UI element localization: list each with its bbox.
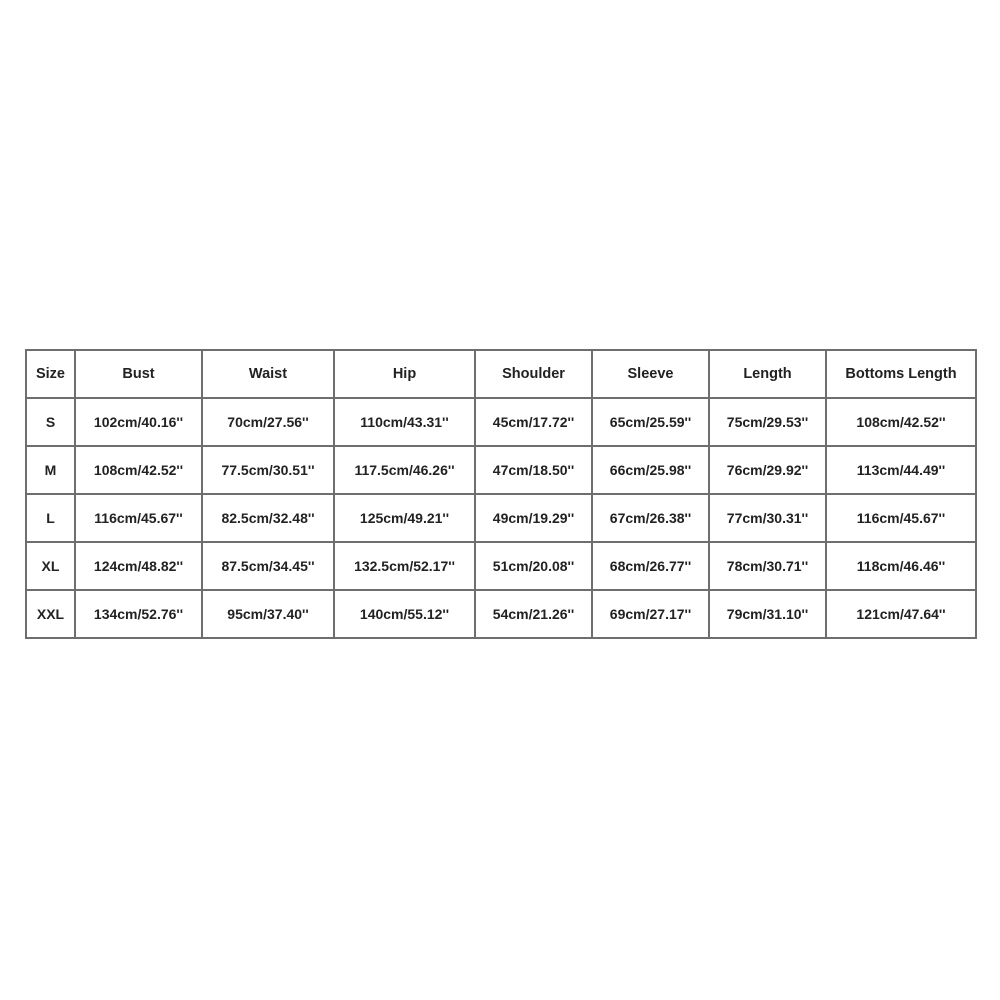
header-row — [26, 350, 976, 398]
hip-cell: 125cm/49.21'' — [334, 494, 475, 542]
header-hip: Hip — [334, 350, 475, 398]
header-waist: Waist — [202, 350, 334, 398]
hip-cell: 110cm/43.31'' — [334, 398, 475, 446]
table-row — [26, 590, 976, 638]
length-cell: 78cm/30.71'' — [709, 542, 826, 590]
sleeve-cell: 67cm/26.38'' — [592, 494, 709, 542]
hip-cell: 132.5cm/52.17'' — [334, 542, 475, 590]
length-cell: 76cm/29.92'' — [709, 446, 826, 494]
shoulder-cell: 47cm/18.50'' — [475, 446, 592, 494]
waist-cell: 87.5cm/34.45'' — [202, 542, 334, 590]
header-bust: Bust — [75, 350, 202, 398]
size-cell: XL — [26, 542, 75, 590]
header-shoulder: Shoulder — [475, 350, 592, 398]
waist-cell: 95cm/37.40'' — [202, 590, 334, 638]
size-chart-table — [25, 349, 977, 639]
size-cell: L — [26, 494, 75, 542]
hip-cell: 117.5cm/46.26'' — [334, 446, 475, 494]
bust-cell: 124cm/48.82'' — [75, 542, 202, 590]
shoulder-cell: 45cm/17.72'' — [475, 398, 592, 446]
length-cell: 77cm/30.31'' — [709, 494, 826, 542]
waist-cell: 77.5cm/30.51'' — [202, 446, 334, 494]
bottoms-length-cell: 116cm/45.67'' — [826, 494, 976, 542]
bottoms-length-cell: 118cm/46.46'' — [826, 542, 976, 590]
bust-cell: 102cm/40.16'' — [75, 398, 202, 446]
length-cell: 75cm/29.53'' — [709, 398, 826, 446]
header-length: Length — [709, 350, 826, 398]
size-cell: XXL — [26, 590, 75, 638]
waist-cell: 82.5cm/32.48'' — [202, 494, 334, 542]
shoulder-cell: 49cm/19.29'' — [475, 494, 592, 542]
waist-cell: 70cm/27.56'' — [202, 398, 334, 446]
header-bottoms-length: Bottoms Length — [826, 350, 976, 398]
sleeve-cell: 68cm/26.77'' — [592, 542, 709, 590]
shoulder-cell: 54cm/21.26'' — [475, 590, 592, 638]
sleeve-cell: 66cm/25.98'' — [592, 446, 709, 494]
bust-cell: 116cm/45.67'' — [75, 494, 202, 542]
table-row — [26, 494, 976, 542]
sleeve-cell: 69cm/27.17'' — [592, 590, 709, 638]
shoulder-cell: 51cm/20.08'' — [475, 542, 592, 590]
size-cell: M — [26, 446, 75, 494]
length-cell: 79cm/31.10'' — [709, 590, 826, 638]
header-size: Size — [26, 350, 75, 398]
header-sleeve: Sleeve — [592, 350, 709, 398]
bust-cell: 108cm/42.52'' — [75, 446, 202, 494]
hip-cell: 140cm/55.12'' — [334, 590, 475, 638]
bottoms-length-cell: 108cm/42.52'' — [826, 398, 976, 446]
sleeve-cell: 65cm/25.59'' — [592, 398, 709, 446]
size-cell: S — [26, 398, 75, 446]
bottoms-length-cell: 121cm/47.64'' — [826, 590, 976, 638]
table-row — [26, 542, 976, 590]
bottoms-length-cell: 113cm/44.49'' — [826, 446, 976, 494]
table-row — [26, 398, 976, 446]
bust-cell: 134cm/52.76'' — [75, 590, 202, 638]
table-row — [26, 446, 976, 494]
